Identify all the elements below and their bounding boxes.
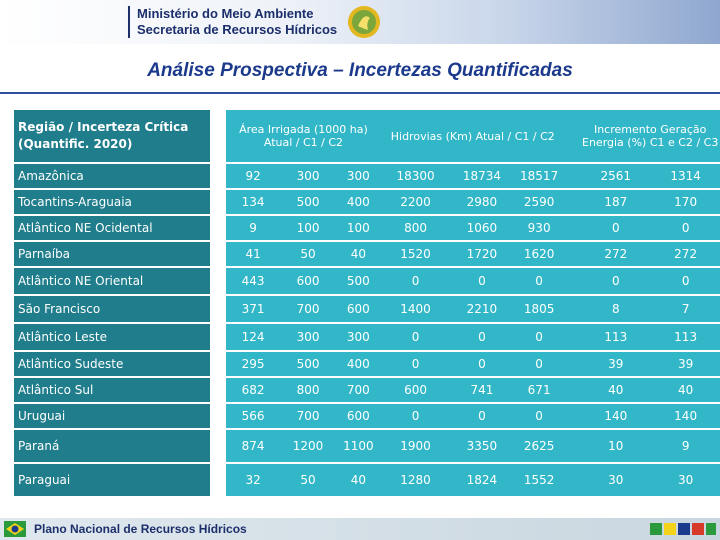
irrigated-c1-cell: 700 <box>281 404 336 428</box>
table-row <box>14 404 720 428</box>
irrigated-c1-cell: 100 <box>281 216 336 240</box>
table-row <box>14 216 720 240</box>
waterway-current-cell: 1520 <box>381 242 450 266</box>
uncertainty-table <box>14 108 720 498</box>
waterway-current-cell: 600 <box>381 378 450 402</box>
waterway-c2-cell: 2590 <box>514 190 564 214</box>
row-gap <box>564 268 580 294</box>
footer-plan-name: Plano Nacional de Recursos Hídricos <box>34 522 247 536</box>
waterway-c2-cell: 0 <box>514 404 564 428</box>
row-gap <box>564 164 580 188</box>
waterway-current-cell: 1400 <box>381 296 450 322</box>
row-gap <box>564 352 580 376</box>
row-gap <box>210 216 226 240</box>
waterway-c2-cell: 0 <box>514 268 564 294</box>
region-cell: Atlântico Leste <box>14 324 210 350</box>
region-cell: Uruguai <box>14 404 210 428</box>
table-row <box>14 464 720 496</box>
waterway-c2-cell: 1620 <box>514 242 564 266</box>
irrigated-c2-cell: 400 <box>335 352 381 376</box>
row-gap <box>210 164 226 188</box>
waterway-c2-cell: 0 <box>514 324 564 350</box>
energy-c3-cell: 0 <box>651 268 720 294</box>
energy-c3-cell: 39 <box>651 352 720 376</box>
irrigated-c2-cell: 500 <box>335 268 381 294</box>
energy-c3-cell: 7 <box>651 296 720 322</box>
header-energy: Incremento Geração Energia (%) C1 e C2 / C3 <box>580 110 720 162</box>
irrigated-current-cell: 124 <box>226 324 281 350</box>
table-row <box>14 378 720 402</box>
row-gap <box>564 296 580 322</box>
irrigated-c1-cell: 500 <box>281 190 336 214</box>
irrigated-c2-cell: 700 <box>335 378 381 402</box>
irrigated-c1-cell: 300 <box>281 324 336 350</box>
row-gap <box>210 190 226 214</box>
irrigated-c2-cell: 1100 <box>335 430 381 462</box>
row-gap <box>564 404 580 428</box>
header-gap <box>564 110 580 162</box>
table-row <box>14 430 720 462</box>
energy-c3-cell: 40 <box>651 378 720 402</box>
irrigated-c1-cell: 1200 <box>281 430 336 462</box>
waterway-c1-cell: 1060 <box>450 216 514 240</box>
table-row <box>14 242 720 266</box>
header-waterways: Hidrovias (Km) Atual / C1 / C2 <box>381 110 564 162</box>
energy-c3-cell: 140 <box>651 404 720 428</box>
irrigated-c1-cell: 50 <box>281 242 336 266</box>
irrigated-c2-cell: 40 <box>335 464 381 496</box>
irrigated-c1-cell: 300 <box>281 164 336 188</box>
row-gap <box>210 296 226 322</box>
irrigated-current-cell: 371 <box>226 296 281 322</box>
waterway-c2-cell: 1805 <box>514 296 564 322</box>
row-gap <box>210 430 226 462</box>
waterway-c2-cell: 930 <box>514 216 564 240</box>
irrigated-c1-cell: 700 <box>281 296 336 322</box>
table-row <box>14 164 720 188</box>
irrigated-c2-cell: 100 <box>335 216 381 240</box>
region-cell: Atlântico NE Ocidental <box>14 216 210 240</box>
irrigated-current-cell: 874 <box>226 430 281 462</box>
waterway-c2-cell: 18517 <box>514 164 564 188</box>
region-cell: São Francisco <box>14 296 210 322</box>
government-logo-icon <box>650 520 716 538</box>
waterway-c2-cell: 0 <box>514 352 564 376</box>
title-underline <box>0 92 720 94</box>
energy-c1c2-cell: 0 <box>580 216 651 240</box>
header-gap <box>210 110 226 162</box>
energy-c1c2-cell: 113 <box>580 324 651 350</box>
row-gap <box>564 324 580 350</box>
energy-c1c2-cell: 2561 <box>580 164 651 188</box>
waterway-c2-cell: 1552 <box>514 464 564 496</box>
irrigated-current-cell: 92 <box>226 164 281 188</box>
energy-c3-cell: 272 <box>651 242 720 266</box>
irrigated-c1-cell: 500 <box>281 352 336 376</box>
irrigated-current-cell: 295 <box>226 352 281 376</box>
waterway-current-cell: 0 <box>381 404 450 428</box>
waterway-current-cell: 1900 <box>381 430 450 462</box>
irrigated-c2-cell: 400 <box>335 190 381 214</box>
row-gap <box>210 404 226 428</box>
waterway-c1-cell: 0 <box>450 324 514 350</box>
irrigated-c1-cell: 800 <box>281 378 336 402</box>
waterway-current-cell: 0 <box>381 268 450 294</box>
waterway-c1-cell: 1720 <box>450 242 514 266</box>
table-header-row <box>14 110 720 162</box>
row-gap <box>564 378 580 402</box>
waterway-c1-cell: 0 <box>450 352 514 376</box>
energy-c1c2-cell: 140 <box>580 404 651 428</box>
secretariat-name: Secretaria de Recursos Hídricos <box>137 22 338 37</box>
energy-c1c2-cell: 10 <box>580 430 651 462</box>
ministry-logo-icon <box>346 4 382 40</box>
table-row <box>14 352 720 376</box>
irrigated-current-cell: 443 <box>226 268 281 294</box>
energy-c1c2-cell: 187 <box>580 190 651 214</box>
energy-c1c2-cell: 272 <box>580 242 651 266</box>
waterway-c2-cell: 2625 <box>514 430 564 462</box>
irrigated-current-cell: 566 <box>226 404 281 428</box>
waterway-c1-cell: 2980 <box>450 190 514 214</box>
waterway-c1-cell: 3350 <box>450 430 514 462</box>
waterway-current-cell: 0 <box>381 352 450 376</box>
waterway-c1-cell: 2210 <box>450 296 514 322</box>
header-banner <box>0 0 720 44</box>
waterway-current-cell: 800 <box>381 216 450 240</box>
waterway-current-cell: 1280 <box>381 464 450 496</box>
irrigated-c1-cell: 50 <box>281 464 336 496</box>
irrigated-current-cell: 32 <box>226 464 281 496</box>
irrigated-c2-cell: 600 <box>335 296 381 322</box>
region-cell: Atlântico Sudeste <box>14 352 210 376</box>
row-gap <box>564 430 580 462</box>
energy-c1c2-cell: 39 <box>580 352 651 376</box>
table-row <box>14 190 720 214</box>
row-gap <box>564 464 580 496</box>
row-gap <box>564 242 580 266</box>
header-region: Região / Incerteza Crítica (Quantific. 2020) <box>14 110 210 162</box>
irrigated-current-cell: 41 <box>226 242 281 266</box>
energy-c1c2-cell: 0 <box>580 268 651 294</box>
irrigated-current-cell: 134 <box>226 190 281 214</box>
energy-c1c2-cell: 30 <box>580 464 651 496</box>
region-cell: Paraná <box>14 430 210 462</box>
row-gap <box>210 352 226 376</box>
region-cell: Atlântico Sul <box>14 378 210 402</box>
energy-c3-cell: 1314 <box>651 164 720 188</box>
energy-c3-cell: 170 <box>651 190 720 214</box>
energy-c1c2-cell: 8 <box>580 296 651 322</box>
row-gap <box>210 242 226 266</box>
table-row <box>14 296 720 322</box>
row-gap <box>564 216 580 240</box>
waterway-c1-cell: 0 <box>450 404 514 428</box>
waterway-current-cell: 18300 <box>381 164 450 188</box>
row-gap <box>210 464 226 496</box>
irrigated-c2-cell: 300 <box>335 164 381 188</box>
irrigated-current-cell: 9 <box>226 216 281 240</box>
energy-c3-cell: 113 <box>651 324 720 350</box>
energy-c3-cell: 9 <box>651 430 720 462</box>
region-cell: Parnaíba <box>14 242 210 266</box>
waterway-c1-cell: 18734 <box>450 164 514 188</box>
waterway-current-cell: 0 <box>381 324 450 350</box>
region-cell: Amazônica <box>14 164 210 188</box>
table-row <box>14 324 720 350</box>
energy-c3-cell: 30 <box>651 464 720 496</box>
ministry-name: Ministério do Meio Ambiente <box>137 6 314 21</box>
waterway-c1-cell: 1824 <box>450 464 514 496</box>
irrigated-c2-cell: 40 <box>335 242 381 266</box>
brazil-flag-icon <box>4 521 26 537</box>
energy-c1c2-cell: 40 <box>580 378 651 402</box>
waterway-c1-cell: 0 <box>450 268 514 294</box>
region-cell: Paraguai <box>14 464 210 496</box>
page-title: Análise Prospectiva – Incertezas Quantificadas <box>147 60 573 81</box>
row-gap <box>210 324 226 350</box>
irrigated-c2-cell: 600 <box>335 404 381 428</box>
header-separator <box>128 6 130 38</box>
row-gap <box>210 378 226 402</box>
header-irrigated-area: Área Irrigada (1000 ha) Atual / C1 / C2 <box>226 110 382 162</box>
irrigated-c1-cell: 600 <box>281 268 336 294</box>
energy-c3-cell: 0 <box>651 216 720 240</box>
row-gap <box>564 190 580 214</box>
waterway-c2-cell: 671 <box>514 378 564 402</box>
region-cell: Atlântico NE Oriental <box>14 268 210 294</box>
table-row <box>14 268 720 294</box>
row-gap <box>210 268 226 294</box>
region-cell: Tocantins-Araguaia <box>14 190 210 214</box>
waterway-current-cell: 2200 <box>381 190 450 214</box>
irrigated-c2-cell: 300 <box>335 324 381 350</box>
waterway-c1-cell: 741 <box>450 378 514 402</box>
irrigated-current-cell: 682 <box>226 378 281 402</box>
